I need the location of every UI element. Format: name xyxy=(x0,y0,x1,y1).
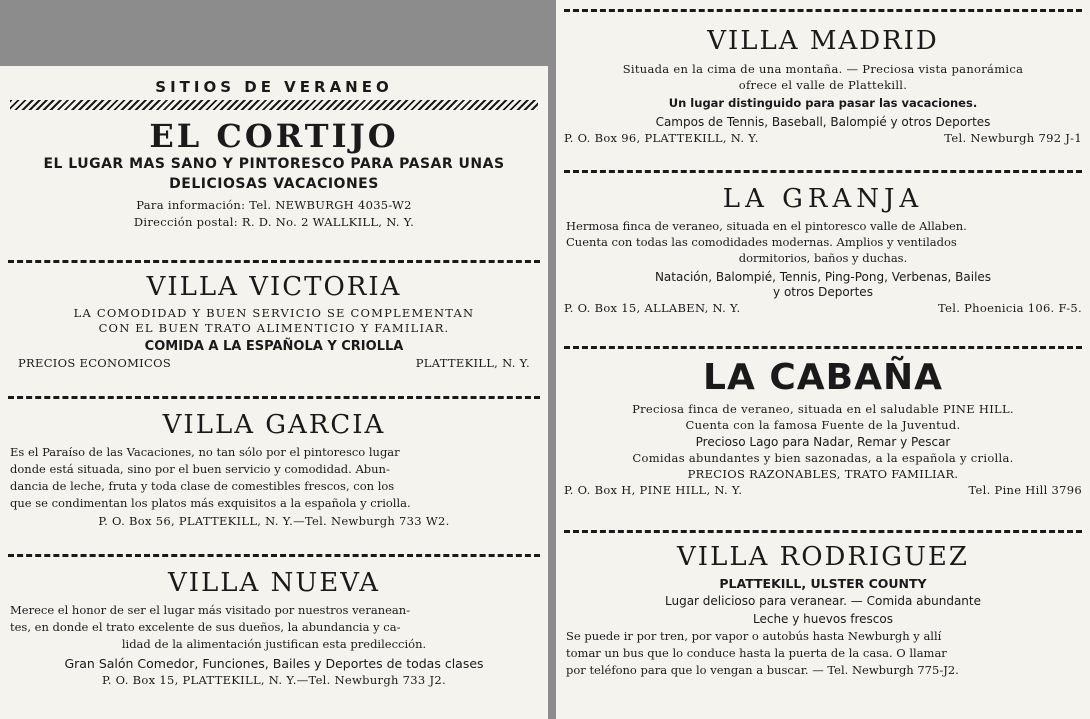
ad-body-line: que se condimentan los platos más exquisitos a la española y criolla. xyxy=(10,496,411,510)
ad-contact-row xyxy=(556,301,1090,315)
ad-contact-right: Tel. Phoenicia 106. F-5. xyxy=(938,301,1082,315)
ad-body-line: Es el Paraíso de las Vacaciones, no tan sólo por el pintoresco lugar xyxy=(10,445,400,459)
right-newspaper-column xyxy=(556,0,1090,719)
section-header xyxy=(0,78,548,96)
ad-title: VILLA RODRIGUEZ xyxy=(677,542,969,572)
header-hatched-rule xyxy=(10,100,538,110)
ad-contact: P. O. Box 56, PLATTEKILL, N. Y.—Tel. Newburgh 733 W2. xyxy=(98,514,450,528)
ad-highlight: Campos de Tennis, Baseball, Balompié y otros Deportes xyxy=(655,115,991,129)
ad-footer-right: PLATTEKILL, N. Y. xyxy=(415,356,530,370)
ad-villa-garcia xyxy=(0,410,548,528)
ad-title: VILLA GARCIA xyxy=(162,410,386,440)
ad-body-line: Comidas abundantes y bien sazonadas, a la española y criolla. xyxy=(632,451,1014,465)
ad-el-cortijo xyxy=(0,118,548,229)
ad-title: VILLA VICTORIA xyxy=(146,272,402,302)
ad-contact: P. O. Box 15, PLATTEKILL, N. Y.—Tel. Newburgh 733 J2. xyxy=(102,673,446,687)
ad-highlight: Natación, Balompié, Tennis, Ping-Pong, Verbenas, Bailes xyxy=(654,270,992,284)
ad-body-line: dancia de leche, fruta y toda clase de comestibles frescos, con los xyxy=(10,479,395,493)
ad-tagline: EL LUGAR MAS SANO Y PINTORESCO PARA PASAR UNAS xyxy=(43,156,505,172)
ad-subtitle: PLATTEKILL, ULSTER COUNTY xyxy=(719,576,927,591)
ad-la-granja xyxy=(556,184,1090,315)
dashed-divider xyxy=(8,260,540,263)
ad-highlight: y otros Deportes xyxy=(773,285,873,299)
left-newspaper-column xyxy=(0,66,548,719)
ad-highlight: COMIDA A LA ESPAÑOLA Y CRIOLLA xyxy=(144,339,404,354)
ad-body-line: tomar un bus que lo conduce hasta la puerta de la casa. O llamar xyxy=(566,646,947,660)
ad-tagline: DELICIOSAS VACACIONES xyxy=(169,176,379,192)
ad-body-line: dormitorios, baños y duchas. xyxy=(738,251,908,265)
ad-contact-right: Tel. Pine Hill 3796 xyxy=(968,483,1082,497)
ad-highlight: Precioso Lago para Nadar, Remar y Pescar xyxy=(695,435,951,449)
ad-footer-row xyxy=(0,356,548,370)
dashed-divider xyxy=(564,530,1082,533)
ad-body-line: por teléfono para que lo vengan a buscar. — Tel. Newburgh 775-J2. xyxy=(566,663,959,677)
ad-body-line: CON EL BUEN TRATO ALIMENTICIO Y FAMILIAR. xyxy=(98,321,450,335)
ad-villa-madrid xyxy=(556,26,1090,145)
ad-contact-right: Tel. Newburgh 792 J-1 xyxy=(944,131,1082,145)
ad-body-line: tes, en donde el trato excelente de sus dueños, la abundancia y ca- xyxy=(10,620,401,634)
ad-villa-rodriguez xyxy=(556,542,1090,679)
dashed-divider xyxy=(8,554,540,557)
ad-villa-victoria xyxy=(0,272,548,370)
ad-body-line: Cuenta con la famosa Fuente de la Juventud. xyxy=(685,418,961,432)
ad-la-cabana xyxy=(556,358,1090,497)
ad-contact-left: P. O. Box H, PINE HILL, N. Y. xyxy=(564,483,743,497)
ad-body-line: lidad de la alimentación justifican esta predilección. xyxy=(121,637,427,651)
ad-highlight: Gran Salón Comedor, Funciones, Bailes y Deportes de todas clases xyxy=(64,656,484,671)
ad-body xyxy=(0,602,548,653)
ad-body xyxy=(556,628,1090,679)
dashed-divider xyxy=(564,346,1082,349)
ad-body xyxy=(0,444,548,512)
ad-villa-nueva xyxy=(0,568,548,687)
ad-body-line: donde está situada, sino por el buen servicio y comodidad. Abun- xyxy=(10,462,390,476)
ad-body-line: Preciosa finca de veraneo, situada en el saludable PINE HILL. xyxy=(632,402,1014,416)
ad-title: VILLA MADRID xyxy=(707,26,939,56)
dashed-divider xyxy=(8,396,540,399)
ad-body-line: Hermosa finca de veraneo, situada en el pintoresco valle de Allaben. xyxy=(566,219,967,233)
ad-body-line: Se puede ir por tren, por vapor o autobús hasta Newburgh y allí xyxy=(566,629,942,643)
ad-highlight: Leche y huevos frescos xyxy=(753,612,893,626)
ad-info-line: Para información: Tel. NEWBURGH 4035-W2 xyxy=(136,198,412,212)
ad-body-line: Merece el honor de ser el lugar más visitado por nuestros veranean- xyxy=(10,603,411,617)
ad-body-line: Situada en la cima de una montaña. — Preciosa vista panorámica xyxy=(622,62,1024,76)
ad-body-line: LA COMODIDAD Y BUEN SERVICIO SE COMPLEMENTAN xyxy=(73,306,475,320)
dashed-divider xyxy=(564,9,1082,12)
ad-footer-left: PRECIOS ECONOMICOS xyxy=(18,356,172,370)
ad-highlight: Un lugar distinguido para pasar las vacaciones. xyxy=(668,96,978,110)
ad-body-line: ofrece el valle de Plattekill. xyxy=(738,78,908,92)
ad-title: EL CORTIJO xyxy=(149,117,399,155)
ad-highlight: Lugar delicioso para veranear. — Comida abundante xyxy=(665,594,981,608)
ad-contact-left: P. O. Box 15, ALLABEN, N. Y. xyxy=(564,301,741,315)
ad-body-line: PRECIOS RAZONABLES, TRATO FAMILIAR. xyxy=(687,467,959,481)
ad-title: VILLA NUEVA xyxy=(167,568,381,598)
section-header-text: SITIOS DE VERANEO xyxy=(155,78,393,96)
ad-title: LA GRANJA xyxy=(722,184,924,214)
ad-contact-left: P. O. Box 96, PLATTEKILL, N. Y. xyxy=(564,131,759,145)
ad-contact-row xyxy=(556,483,1090,497)
ad-info-line: Dirección postal: R. D. No. 2 WALLKILL, N. Y. xyxy=(133,215,415,229)
ad-body xyxy=(556,218,1090,266)
dashed-divider xyxy=(564,170,1082,173)
ad-contact-row xyxy=(556,131,1090,145)
ad-body-line: Cuenta con todas las comodidades modernas. Amplios y ventilados xyxy=(566,235,957,249)
ad-title: LA CABAÑA xyxy=(703,357,943,398)
